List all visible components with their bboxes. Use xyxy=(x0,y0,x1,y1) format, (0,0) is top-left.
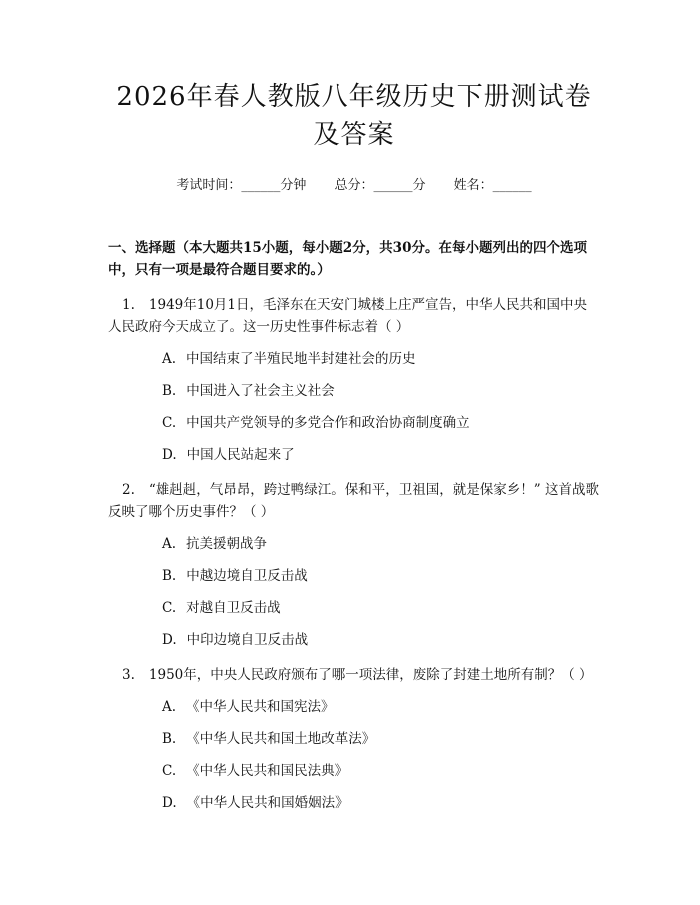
question-number: 1. xyxy=(122,297,135,313)
question-1-options xyxy=(108,348,600,466)
page-title: 2026年春人教版八年级历史下册测试卷及答案 xyxy=(116,82,592,150)
option-text: 《中华人民共和国民法典》 xyxy=(186,763,349,779)
option-letter: C. xyxy=(162,600,177,616)
question-2 xyxy=(108,479,600,523)
option-text: 中印边境自卫反击战 xyxy=(186,632,309,648)
option-letter: A. xyxy=(162,699,177,715)
question-text: 1949年10月1日，毛泽东在天安门城楼上庄严宣告，中华人民共和国中央人民政府今天成立了。这一历史性事件标志着（ ） xyxy=(108,297,588,335)
option-d[interactable] xyxy=(162,629,600,651)
option-letter: D. xyxy=(162,447,177,463)
question-1 xyxy=(108,294,600,338)
option-letter: B. xyxy=(162,568,177,584)
option-text: 中越边境自卫反击战 xyxy=(186,568,308,584)
option-letter: A. xyxy=(162,536,177,552)
option-text: 中国人民站起来了 xyxy=(186,447,295,463)
option-a[interactable] xyxy=(162,533,600,555)
exam-info xyxy=(108,174,600,193)
question-3-options xyxy=(108,696,600,814)
option-letter: D. xyxy=(162,632,177,648)
exam-time-field: 考试时间：______分钟 xyxy=(176,178,307,193)
option-letter: B. xyxy=(162,383,177,399)
option-text: 中国进入了社会主义社会 xyxy=(186,383,335,399)
option-letter: C. xyxy=(162,415,177,431)
section-heading: 一、选择题（本大题共15小题，每小题2分，共30分。在每小题列出的四个选项中，只有一项是最符合题目要求的。） xyxy=(108,240,587,278)
option-letter: B. xyxy=(162,731,177,747)
question-2-options xyxy=(108,533,600,651)
option-b[interactable] xyxy=(162,380,600,402)
option-c[interactable] xyxy=(162,760,600,782)
option-d[interactable] xyxy=(162,792,600,814)
question-text: “雄赳赳，气昂昂，跨过鸭绿江。保和平，卫祖国，就是保家乡！” 这首战歌反映了哪个历史事件？（ ） xyxy=(108,482,599,520)
option-b[interactable] xyxy=(162,565,600,587)
option-text: 对越自卫反击战 xyxy=(186,600,281,616)
option-b[interactable] xyxy=(162,728,600,750)
option-c[interactable] xyxy=(162,412,600,434)
option-letter: C. xyxy=(162,763,177,779)
question-number: 2. xyxy=(122,482,135,498)
option-a[interactable] xyxy=(162,348,600,370)
question-3 xyxy=(108,664,600,686)
option-letter: A. xyxy=(162,351,177,367)
option-text: 中国结束了半殖民地半封建社会的历史 xyxy=(186,351,416,367)
option-letter: D. xyxy=(162,795,177,811)
option-c[interactable] xyxy=(162,597,600,619)
option-text: 抗美援朝战争 xyxy=(186,536,268,552)
question-number: 3. xyxy=(122,667,135,683)
question-text: 1950年，中央人民政府颁布了哪一项法律，废除了封建土地所有制？（ ） xyxy=(148,667,593,683)
student-name-field: 姓名：______ xyxy=(453,178,532,193)
option-d[interactable] xyxy=(162,444,600,466)
option-text: 《中华人民共和国宪法》 xyxy=(186,699,335,715)
option-a[interactable] xyxy=(162,696,600,718)
total-score-field: 总分：______分 xyxy=(334,178,426,193)
option-text: 中国共产党领导的多党合作和政治协商制度确立 xyxy=(186,415,470,431)
option-text: 《中华人民共和国婚姻法》 xyxy=(186,795,349,811)
option-text: 《中华人民共和国土地改革法》 xyxy=(186,731,376,747)
